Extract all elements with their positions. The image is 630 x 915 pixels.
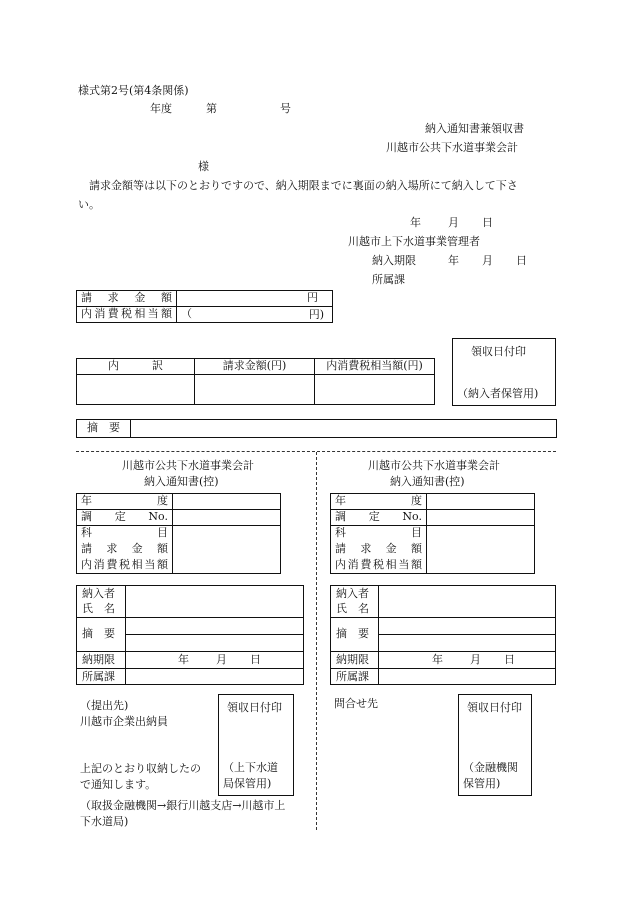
right-payer-line2 (378, 634, 556, 635)
left-slip-title: 納入通知書(控) (144, 475, 219, 488)
left-row-amount-value[interactable] (173, 526, 281, 574)
manager-name: 川越市上下水道事業管理者 (348, 235, 480, 248)
left-row-kamoku-label: 科目 (77, 526, 173, 542)
claim-amount-cell[interactable]: 円 (177, 291, 333, 307)
left-due-day: 日 (250, 653, 261, 666)
left-route-line1: （取扱金融機関→銀行川越支店→川越市上 (80, 799, 286, 812)
right-stamp-title: 領収日付印 (467, 701, 522, 714)
tax-amount-cell[interactable]: （ 円) (177, 307, 333, 323)
addressee-sama: 様 (198, 160, 209, 173)
right-slip-org: 川越市公共下水道事業会計 (368, 459, 500, 472)
left-payer-line4 (76, 668, 304, 669)
left-row-chotei-value[interactable] (173, 510, 281, 526)
left-submit-label: （提出先) (80, 699, 129, 712)
amount-table (76, 290, 333, 323)
summary-cell[interactable] (131, 420, 557, 438)
left-stamp-note-1: （上下水道 (223, 761, 278, 774)
receipt-stamp-note: （納入者保管用) (457, 387, 539, 400)
right-dept-label: 所属課 (336, 670, 369, 683)
left-row-tax-label: 内消費税相当額 (77, 558, 173, 574)
left-stamp-note-2: 局保管用) (223, 777, 272, 790)
breakdown-col-amount: 請求金額(円) (195, 359, 315, 375)
left-payer-divider (125, 585, 126, 685)
left-due-month: 月 (216, 653, 227, 666)
document-title: 納入通知書兼領収書 (425, 122, 524, 135)
receipt-stamp-box (452, 338, 556, 406)
due-date-label: 納入期限 (372, 254, 416, 267)
right-payer-divider (378, 585, 379, 685)
due-date-day: 日 (516, 254, 527, 267)
breakdown-amount-cell[interactable] (195, 375, 315, 405)
left-note-line2: で通知します。 (80, 778, 157, 791)
right-slip-info-table (330, 493, 535, 574)
right-row-claim-label: 請求金額 (331, 542, 427, 558)
department-label: 所属課 (372, 273, 405, 286)
breakdown-col-item: 内 訳 (77, 359, 195, 375)
breakdown-table (76, 358, 435, 405)
right-stamp-box (458, 694, 532, 796)
right-row-year-value[interactable] (427, 494, 535, 510)
right-slip-title: 納入通知書(控) (390, 475, 465, 488)
breakdown-col-tax: 内消費税相当額(円) (315, 359, 435, 375)
left-dept-label: 所属課 (82, 670, 115, 683)
right-payer-label: 納入者 (336, 587, 369, 600)
left-payer-line3 (76, 651, 304, 652)
due-date-month: 月 (482, 254, 493, 267)
right-memo-label: 摘 要 (336, 627, 369, 640)
left-payer-label: 納入者 (82, 587, 115, 600)
notice-text-line1: 請求金額等は以下のとおりですので、納入期限までに裏面の納入場所にて納入して下さ (78, 179, 518, 192)
issue-date-month: 月 (448, 216, 459, 229)
right-row-tax-label: 内消費税相当額 (331, 558, 427, 574)
breakdown-item-cell[interactable] (77, 375, 195, 405)
left-route-line2: 下水道局) (80, 815, 129, 828)
right-due-year: 年 (432, 653, 443, 666)
left-row-chotei-label: 調定No. (77, 510, 173, 526)
left-payer-line1 (76, 617, 304, 618)
summary-label: 摘 要 (77, 420, 131, 438)
right-payer-line1 (330, 617, 556, 618)
left-row-claim-label: 請求金額 (77, 542, 173, 558)
breakdown-tax-cell[interactable] (315, 375, 435, 405)
form-number: 様式第2号(第4条関係) (78, 84, 189, 97)
right-due-day: 日 (504, 653, 515, 666)
left-submit-to: 川越市企業出納員 (80, 715, 168, 728)
right-row-chotei-label: 調定No. (331, 510, 427, 526)
receipt-stamp-title: 領収日付印 (471, 345, 526, 358)
summary-table (76, 419, 557, 438)
right-row-chotei-value[interactable] (427, 510, 535, 526)
claim-amount-label: 請求金額 (77, 291, 177, 307)
right-due-month: 月 (470, 653, 481, 666)
number-suffix: 号 (280, 102, 291, 115)
number-prefix: 第 (206, 102, 217, 115)
right-row-kamoku-label: 科目 (331, 526, 427, 542)
right-contact-label: 問合せ先 (334, 697, 378, 710)
left-slip-info-table (76, 493, 281, 574)
left-note-line1: 上記のとおり収納したの (80, 762, 201, 775)
left-due-year: 年 (178, 653, 189, 666)
left-row-year-label: 年度 (77, 494, 173, 510)
issue-date-year: 年 (410, 216, 421, 229)
left-slip-org: 川越市公共下水道事業会計 (122, 459, 254, 472)
left-memo-label: 摘 要 (82, 627, 115, 640)
issuer-org: 川越市公共下水道事業会計 (386, 141, 518, 154)
left-payer-line2 (125, 634, 304, 635)
right-row-amount-value[interactable] (427, 526, 535, 574)
left-stamp-title: 領収日付印 (227, 701, 282, 714)
left-name-label: 氏 名 (82, 602, 115, 615)
notice-text-line2: い。 (78, 198, 100, 211)
left-due-label: 納期限 (82, 653, 115, 666)
right-due-label: 納期限 (336, 653, 369, 666)
right-stamp-note-2: 保管用) (463, 777, 501, 790)
tear-line-vertical (316, 452, 317, 830)
left-stamp-box (218, 694, 294, 796)
right-name-label: 氏 名 (336, 602, 369, 615)
right-payer-line3 (330, 651, 556, 652)
tax-amount-label: 内消費税相当額 (77, 307, 177, 323)
due-date-year: 年 (448, 254, 459, 267)
fiscal-year-label: 年度 (150, 102, 172, 115)
issue-date-day: 日 (482, 216, 493, 229)
right-stamp-note-1: （金融機関 (463, 761, 518, 774)
right-row-year-label: 年度 (331, 494, 427, 510)
right-payer-line4 (330, 668, 556, 669)
left-row-year-value[interactable] (173, 494, 281, 510)
